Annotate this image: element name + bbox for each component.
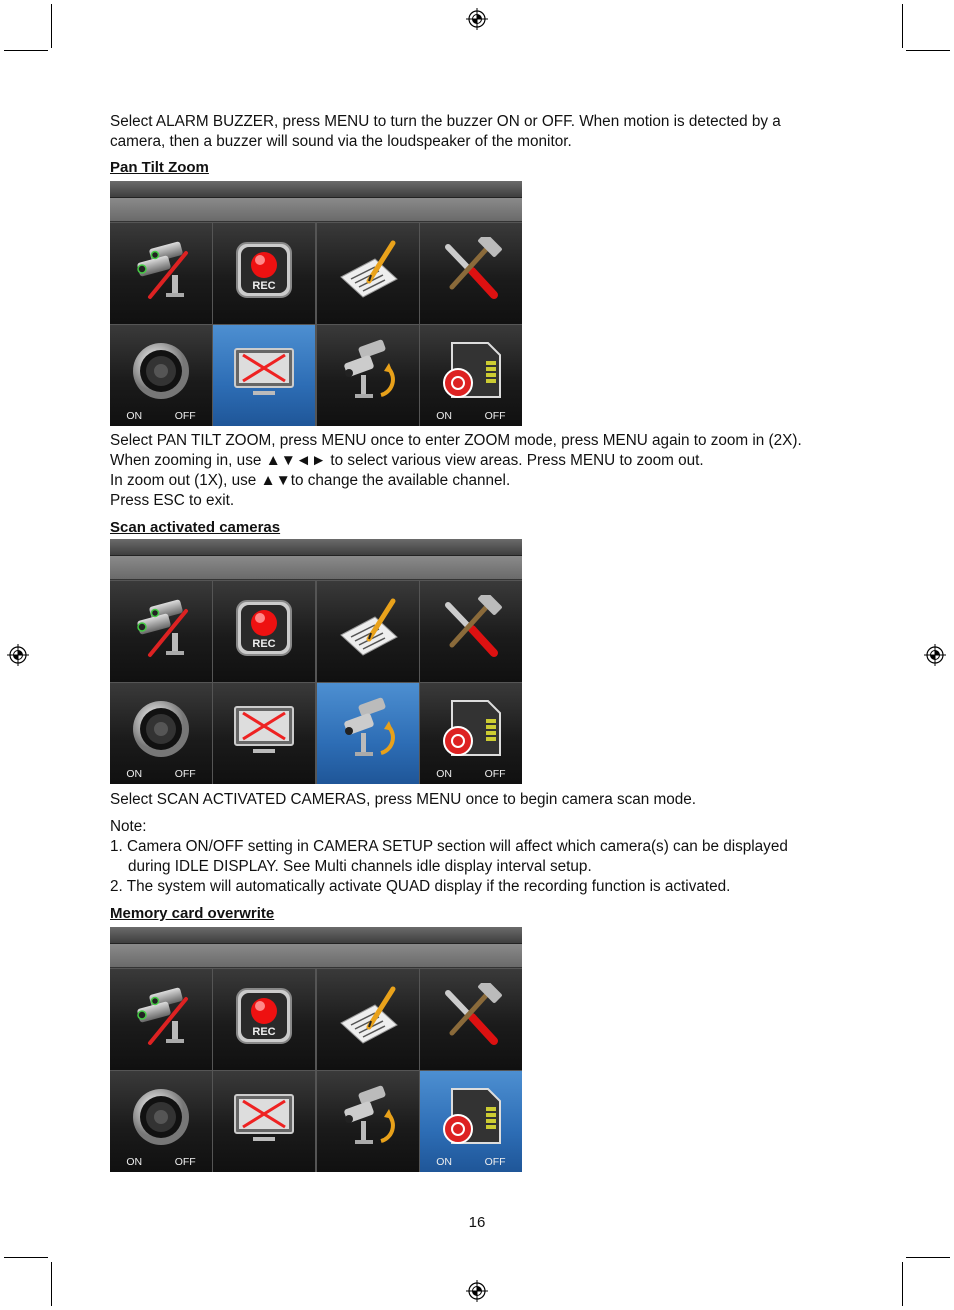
on-label[interactable]: ON — [436, 410, 452, 422]
off-label[interactable]: OFF — [174, 1156, 196, 1168]
crop-mark — [906, 1257, 950, 1258]
crop-mark — [906, 50, 950, 51]
event-list-tile[interactable] — [317, 223, 419, 324]
osd-menu — [110, 539, 522, 784]
alarm-buzzer-tile[interactable] — [110, 683, 212, 784]
crop-mark — [4, 1257, 48, 1258]
menu-title-bar — [110, 181, 522, 198]
crop-mark — [902, 1262, 903, 1306]
menu-title-bar — [110, 539, 522, 556]
camera-setup-tile[interactable] — [110, 581, 212, 682]
registration-mark-icon — [466, 8, 488, 30]
body-text: Select PAN TILT ZOOM, press MENU once to enter ZOOM mode, press MENU again to zoom in (2X). — [110, 432, 802, 449]
svg-text:REC: REC — [252, 638, 276, 650]
record-tile[interactable] — [213, 581, 315, 682]
body-text: Press ESC to exit. — [110, 492, 235, 509]
on-label[interactable]: ON — [436, 768, 452, 780]
menu-sub-bar — [110, 198, 522, 222]
menu-icon-grid — [110, 222, 522, 426]
off-label[interactable]: OFF — [174, 410, 196, 422]
osd-menu — [110, 927, 522, 1172]
section-heading: Pan Tilt Zoom — [110, 159, 209, 176]
svg-text:REC: REC — [252, 280, 276, 292]
camera-setup-tile[interactable] — [110, 969, 212, 1070]
note-item: 1. Camera ON/OFF setting in CAMERA SETUP section will affect which camera(s) can be displayed — [110, 838, 788, 855]
body-text: Select SCAN ACTIVATED CAMERAS, press MENU once to begin camera scan mode. — [110, 791, 697, 808]
scan-cameras-tile[interactable] — [317, 325, 419, 426]
crop-mark — [902, 4, 903, 48]
off-label[interactable]: OFF — [484, 768, 506, 780]
registration-mark-icon — [7, 644, 29, 666]
record-tile[interactable] — [213, 223, 315, 324]
registration-mark-icon — [466, 1280, 488, 1302]
crop-mark — [51, 4, 52, 48]
on-off-labels — [420, 410, 522, 422]
menu-sub-bar — [110, 944, 522, 968]
note-item: 2. The system will automatically activate QUAD display if the recording function is activated. — [110, 878, 731, 895]
system-setup-tile[interactable] — [420, 581, 522, 682]
note-item: during IDLE DISPLAY. See Multi channels idle display interval setup. — [128, 858, 592, 875]
menu-icon-grid — [110, 968, 522, 1172]
memory-card-overwrite-tile[interactable] — [420, 683, 522, 784]
scan-cameras-tile[interactable] — [317, 1071, 419, 1172]
pan-tilt-zoom-tile[interactable] — [213, 325, 315, 426]
on-off-labels — [420, 1156, 522, 1168]
pan-tilt-zoom-tile[interactable] — [213, 1071, 315, 1172]
crop-mark — [4, 50, 48, 51]
off-label[interactable]: OFF — [484, 1156, 506, 1168]
body-text: In zoom out (1X), use ▲▼to change the available channel. — [110, 472, 511, 489]
event-list-tile[interactable] — [317, 581, 419, 682]
page-number: 16 — [468, 1214, 486, 1231]
on-off-labels — [110, 1156, 212, 1168]
record-tile[interactable] — [213, 969, 315, 1070]
camera-setup-tile[interactable] — [110, 223, 212, 324]
system-setup-tile[interactable] — [420, 223, 522, 324]
menu-title-bar — [110, 927, 522, 944]
svg-text:REC: REC — [252, 1026, 276, 1038]
memory-card-overwrite-tile[interactable] — [420, 325, 522, 426]
alarm-buzzer-tile[interactable] — [110, 325, 212, 426]
menu-sub-bar — [110, 556, 522, 580]
system-setup-tile[interactable] — [420, 969, 522, 1070]
crop-mark — [51, 1262, 52, 1306]
alarm-buzzer-tile[interactable] — [110, 1071, 212, 1172]
on-off-labels — [110, 768, 212, 780]
on-off-labels — [420, 768, 522, 780]
section-heading: Scan activated cameras — [110, 519, 281, 536]
note-title: Note: — [110, 818, 147, 835]
intro-text: camera, then a buzzer will sound via the loudspeaker of the monitor. — [110, 133, 572, 150]
on-label[interactable]: ON — [126, 768, 143, 780]
on-off-labels — [110, 410, 212, 422]
on-label[interactable]: ON — [126, 410, 143, 422]
on-label[interactable]: ON — [126, 1156, 143, 1168]
off-label[interactable]: OFF — [174, 768, 196, 780]
intro-text: Select ALARM BUZZER, press MENU to turn the buzzer ON or OFF. When motion is detected by a — [110, 113, 781, 130]
menu-icon-grid — [110, 580, 522, 784]
registration-mark-icon — [924, 644, 946, 666]
scan-cameras-tile[interactable] — [317, 683, 419, 784]
pan-tilt-zoom-tile[interactable] — [213, 683, 315, 784]
osd-menu — [110, 181, 522, 426]
body-text: When zooming in, use ▲▼◄► to select various view areas. Press MENU to zoom out. — [110, 452, 704, 469]
memory-card-overwrite-tile[interactable] — [420, 1071, 522, 1172]
off-label[interactable]: OFF — [484, 410, 506, 422]
on-label[interactable]: ON — [436, 1156, 452, 1168]
section-heading: Memory card overwrite — [110, 905, 275, 922]
event-list-tile[interactable] — [317, 969, 419, 1070]
